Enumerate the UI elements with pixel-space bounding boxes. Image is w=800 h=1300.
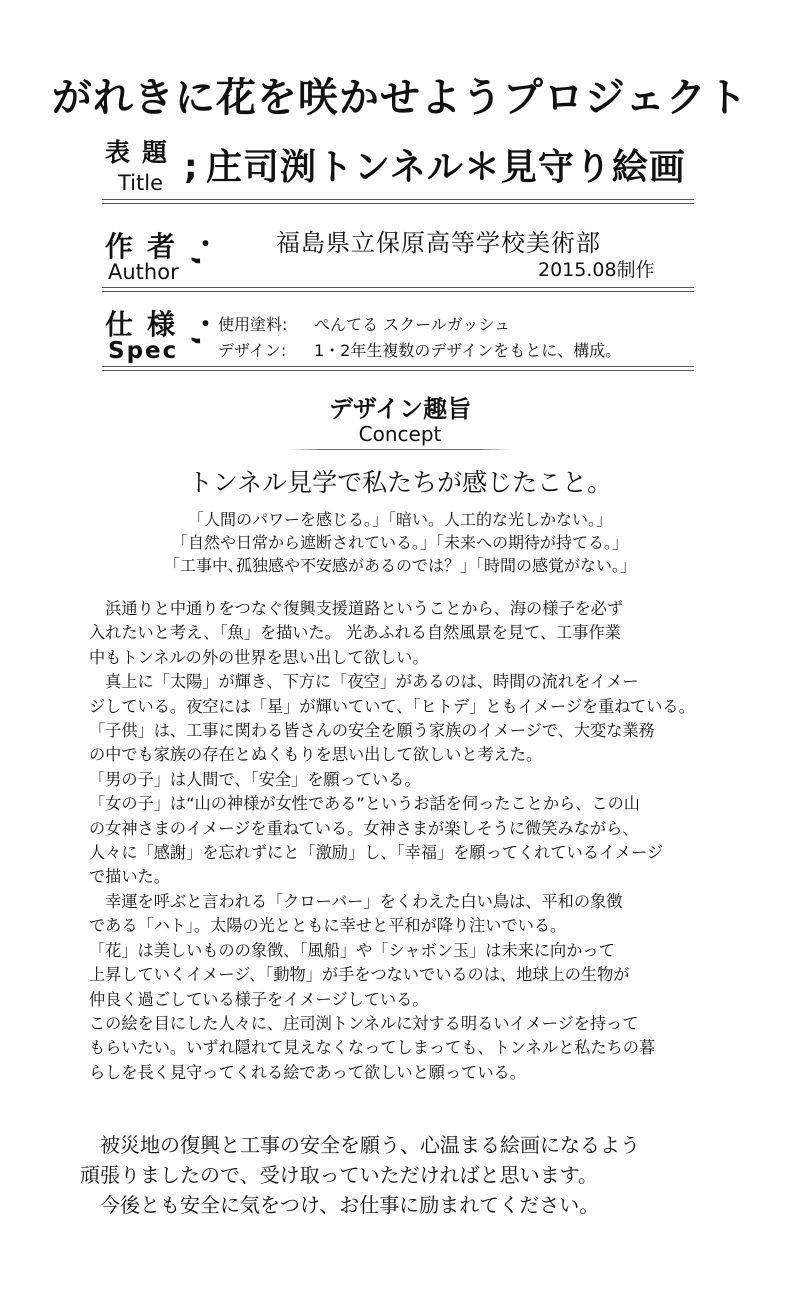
- spec-separator: ・,: [188, 310, 218, 346]
- body-line: の女神さまのイメージを重ねている。女神さまが楽しそうに微笑みながら、: [89, 818, 639, 838]
- author-label-jp: 作者: [105, 230, 190, 263]
- quotes-block: [0, 508, 800, 577]
- body-line: らしを長く見守ってくれる絵であって欲しいと願っている。: [89, 1062, 526, 1082]
- spec-paint-value: ぺんてる スクールガッシュ: [314, 315, 511, 334]
- title-label-jp: 表題: [105, 138, 180, 167]
- spec-design-line: [218, 340, 621, 362]
- body-line: 人々に「感謝」を忘れずにと「激励」し、「幸福」を願ってくれているイメージ: [89, 843, 664, 863]
- spec-paint-line: [218, 314, 510, 336]
- title-field: [0, 138, 800, 198]
- spec-paint-key: 使用塗料:: [218, 315, 288, 334]
- body-line: 幸運を呼ぶと言われる「クローバー」をくわえた白い鳥は、平和の象徴: [89, 891, 623, 911]
- author-name: 福島県立保原高等学校美術部: [276, 229, 601, 257]
- body-line: ジしている。夜空には「星」が輝いていて、「ヒトデ」ともイメージを重ねている。: [89, 696, 695, 716]
- divider-rule: [102, 366, 694, 371]
- author-date: 2015.08制作: [538, 259, 655, 281]
- concept-heading: [0, 395, 800, 445]
- body-line: 真上に「太陽」が輝き、下方に「夜空」があるのは、時間の流れをイメー: [89, 672, 639, 692]
- closing-line: 今後とも安全に気をつけ、お仕事に励まれてください。: [80, 1193, 600, 1217]
- spec-label-jp: 仕様: [105, 308, 190, 341]
- concept-divider: [290, 449, 510, 450]
- quote-line: 「自然や日常から遮断されている。」「未来への期待が持てる。」: [171, 533, 628, 552]
- spec-design-key: デザイン:: [218, 341, 287, 360]
- spec-field: [0, 308, 800, 370]
- author-label-en: Author: [108, 260, 179, 284]
- body-line: 上昇していくイメージ、「動物」が手をつないでいるのは、地球上の生物が: [89, 965, 630, 985]
- closing-line: 頑張りましたので、受け取っていただければと思います。: [80, 1163, 598, 1187]
- body-line: この絵を目にした人々に、庄司渕トンネルに対する明るいイメージを持って: [89, 1013, 639, 1033]
- body-line: の中でも家族の存在とぬくもりを思い出して欲しいと考えた。: [89, 745, 543, 765]
- body-line: 「子供」は、工事に関わる皆さんの安全を願う家族のイメージで、大変な業務: [89, 721, 655, 741]
- project-title: がれきに花を咲かせようプロジェクト: [51, 75, 749, 121]
- title-label-en: Title: [118, 171, 164, 195]
- body-line: 仲良く過ごしている様子をイメージしている。: [89, 989, 429, 1009]
- author-field: [0, 228, 800, 288]
- body-line: である「ハト」。太陽の光とともに幸せと平和が降り注いでいる。: [89, 916, 567, 936]
- body-line: 「花」は美しいものの象徴、「風船」や「シャボン玉」は未来に向かって: [89, 940, 615, 960]
- body-line: もらいたい。いずれ隠れて見えなくなってしまっても、トンネルと私たちの暮: [89, 1038, 656, 1058]
- divider-rule: [102, 199, 694, 204]
- author-separator: ・,: [188, 230, 218, 266]
- body-line: 入れたいと考え、「魚」を描いた。 光あふれる自然風景を見て、工事作業: [89, 623, 621, 643]
- artwork-title: 庄司渕トンネル＊見守り絵画: [206, 147, 686, 188]
- body-line: 中もトンネルの外の世界を思い出して欲しい。: [89, 647, 429, 667]
- closing-message: [80, 1130, 740, 1220]
- spec-design-value: 1・2年生複数のデザインをもとに、構成。: [314, 341, 622, 360]
- body-line: 浜通りと中通りをつなぐ復興支援道路ということから、海の様子を必ず: [89, 599, 624, 618]
- body-line: 「男の子」は人間で、「安全」を願っている。: [89, 769, 421, 789]
- concept-heading-jp: デザイン趣旨: [328, 395, 472, 423]
- body-line: 「女の子」は“山の神様が女性である”というお話を伺ったことから、この山: [89, 794, 640, 814]
- quote-line: 「人間のパワーを感じる。」「暗い。人工的な光しかない。」: [187, 510, 612, 529]
- closing-line: 被災地の復興と工事の安全を願う、心温まる絵画になるよう: [80, 1133, 640, 1157]
- section-subheading: トンネル見学で私たちが感じたこと。: [187, 468, 613, 497]
- spec-label-en: Spec: [108, 338, 179, 364]
- quote-line: 「工事中､孤独感や不安感があるのでは？」「時間の感覚がない。」: [163, 556, 636, 575]
- body-line: で描いた。: [89, 867, 170, 887]
- concept-heading-en: Concept: [358, 422, 442, 446]
- title-separator: ;: [184, 147, 198, 187]
- body-paragraphs: [89, 597, 729, 1085]
- divider-rule: [102, 287, 694, 292]
